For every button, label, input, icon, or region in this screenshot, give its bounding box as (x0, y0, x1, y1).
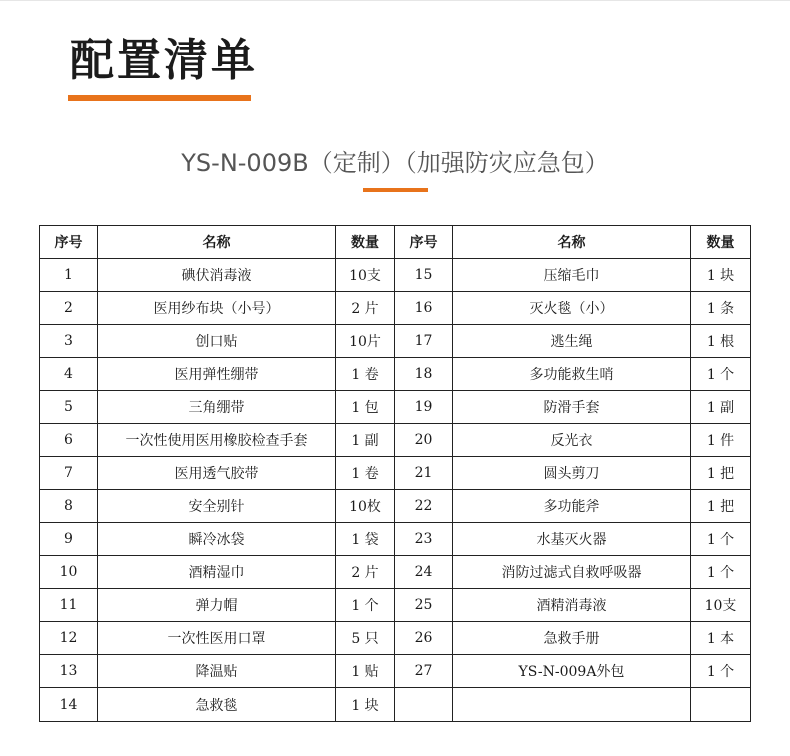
cell-right-name: 酒精消毒液 (453, 589, 691, 622)
cell-left-no: 11 (40, 589, 98, 622)
cell-right-name: 压缩毛巾 (453, 259, 691, 292)
table-row (40, 688, 751, 722)
cell-left-name: 医用纱布块（小号） (98, 292, 336, 325)
cell-left-qty: 1 贴 (336, 655, 395, 688)
table-row (40, 655, 751, 688)
cell-right-qty: 10支 (691, 589, 751, 622)
cell-left-no: 8 (40, 490, 98, 523)
cell-left-qty: 1 副 (336, 424, 395, 457)
cell-right-no: 17 (395, 325, 453, 358)
cell-right-name: 圆头剪刀 (453, 457, 691, 490)
cell-left-name: 一次性使用医用橡胶检查手套 (98, 424, 336, 457)
title-underline (68, 95, 251, 101)
cell-left-no: 14 (40, 688, 98, 722)
cell-left-name: 医用弹性绷带 (98, 358, 336, 391)
table-row (40, 490, 751, 523)
cell-right-no (395, 688, 453, 722)
table-row (40, 457, 751, 490)
cell-left-name: 急救毯 (98, 688, 336, 722)
cell-left-no: 9 (40, 523, 98, 556)
cell-right-name: 多功能救生哨 (453, 358, 691, 391)
table-row (40, 556, 751, 589)
cell-right-name (453, 688, 691, 722)
cell-right-no: 15 (395, 259, 453, 292)
cell-right-no: 23 (395, 523, 453, 556)
cell-left-no: 3 (40, 325, 98, 358)
header-name-left: 名称 (98, 226, 336, 259)
top-divider (0, 0, 790, 1)
cell-right-name: YS-N-009A外包 (453, 655, 691, 688)
cell-left-name: 创口贴 (98, 325, 336, 358)
cell-right-qty: 1 个 (691, 523, 751, 556)
header-no-right: 序号 (395, 226, 453, 259)
cell-left-name: 瞬冷冰袋 (98, 523, 336, 556)
cell-left-qty: 1 袋 (336, 523, 395, 556)
header-qty-left: 数量 (336, 226, 395, 259)
table-row (40, 589, 751, 622)
cell-left-qty: 10支 (336, 259, 395, 292)
cell-right-name: 急救手册 (453, 622, 691, 655)
header-name-right: 名称 (453, 226, 691, 259)
cell-left-qty: 1 卷 (336, 358, 395, 391)
cell-left-name: 安全别针 (98, 490, 336, 523)
cell-right-no: 26 (395, 622, 453, 655)
table-header-row (40, 226, 751, 259)
cell-right-name: 逃生绳 (453, 325, 691, 358)
cell-left-no: 1 (40, 259, 98, 292)
table-row (40, 424, 751, 457)
cell-right-qty: 1 个 (691, 358, 751, 391)
cell-right-qty: 1 本 (691, 622, 751, 655)
cell-left-qty: 10枚 (336, 490, 395, 523)
cell-left-qty: 2 片 (336, 292, 395, 325)
cell-left-name: 酒精湿巾 (98, 556, 336, 589)
cell-right-qty (691, 688, 751, 722)
cell-right-no: 19 (395, 391, 453, 424)
cell-left-qty: 1 个 (336, 589, 395, 622)
cell-right-no: 25 (395, 589, 453, 622)
cell-right-name: 防滑手套 (453, 391, 691, 424)
cell-right-name: 反光衣 (453, 424, 691, 457)
cell-right-name: 水基灭火器 (453, 523, 691, 556)
cell-right-qty: 1 把 (691, 490, 751, 523)
cell-left-no: 10 (40, 556, 98, 589)
cell-right-qty: 1 副 (691, 391, 751, 424)
cell-right-qty: 1 个 (691, 556, 751, 589)
cell-right-no: 21 (395, 457, 453, 490)
cell-right-no: 16 (395, 292, 453, 325)
table-row (40, 358, 751, 391)
cell-left-name: 弹力帽 (98, 589, 336, 622)
cell-right-no: 22 (395, 490, 453, 523)
cell-left-no: 5 (40, 391, 98, 424)
cell-right-name: 灭火毯（小） (453, 292, 691, 325)
cell-right-qty: 1 条 (691, 292, 751, 325)
cell-right-qty: 1 把 (691, 457, 751, 490)
cell-left-name: 医用透气胶带 (98, 457, 336, 490)
cell-left-no: 7 (40, 457, 98, 490)
cell-left-name: 三角绷带 (98, 391, 336, 424)
cell-left-no: 4 (40, 358, 98, 391)
cell-left-qty: 10片 (336, 325, 395, 358)
table-row (40, 259, 751, 292)
cell-right-qty: 1 件 (691, 424, 751, 457)
cell-left-no: 13 (40, 655, 98, 688)
table-row (40, 325, 751, 358)
cell-left-no: 2 (40, 292, 98, 325)
cell-left-qty: 2 片 (336, 556, 395, 589)
table-row (40, 391, 751, 424)
cell-right-name: 消防过滤式自救呼吸器 (453, 556, 691, 589)
cell-left-name: 一次性医用口罩 (98, 622, 336, 655)
config-table (39, 225, 751, 722)
cell-right-no: 24 (395, 556, 453, 589)
table-row (40, 622, 751, 655)
cell-left-qty: 1 包 (336, 391, 395, 424)
cell-right-name: 多功能斧 (453, 490, 691, 523)
cell-left-name: 降温贴 (98, 655, 336, 688)
cell-left-qty: 1 块 (336, 688, 395, 722)
table-row (40, 523, 751, 556)
page-title: 配置清单 (70, 35, 258, 86)
cell-left-qty: 1 卷 (336, 457, 395, 490)
cell-left-no: 12 (40, 622, 98, 655)
cell-right-qty: 1 根 (691, 325, 751, 358)
table-body (40, 259, 751, 722)
subtitle-underline (363, 188, 428, 192)
cell-left-qty: 5 只 (336, 622, 395, 655)
cell-right-qty: 1 块 (691, 259, 751, 292)
cell-right-no: 18 (395, 358, 453, 391)
cell-right-no: 20 (395, 424, 453, 457)
cell-right-qty: 1 个 (691, 655, 751, 688)
product-subtitle: YS-N-009B（定制）（加强防灾应急包） (181, 149, 609, 177)
header-no-left: 序号 (40, 226, 98, 259)
cell-right-no: 27 (395, 655, 453, 688)
cell-left-no: 6 (40, 424, 98, 457)
table-row (40, 292, 751, 325)
header-qty-right: 数量 (691, 226, 751, 259)
cell-left-name: 碘伏消毒液 (98, 259, 336, 292)
